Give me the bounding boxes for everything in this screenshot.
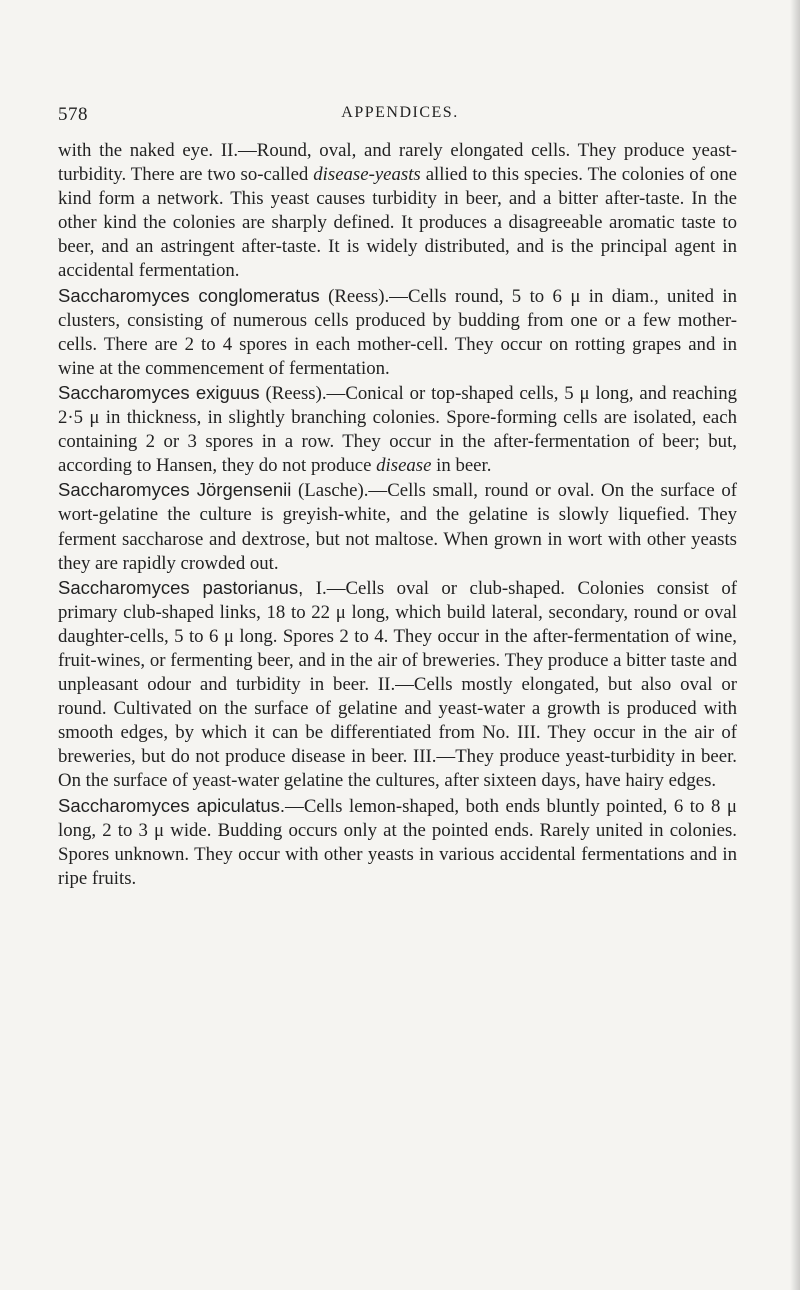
paragraph	[58, 794, 737, 891]
text-run: in beer.	[431, 455, 492, 477]
species-name: Saccharomyces pastorianus,	[58, 576, 304, 598]
italic-term: disease	[376, 455, 432, 477]
paragraph	[58, 576, 737, 794]
species-name: Saccharomyces apiculatus.	[58, 794, 286, 816]
running-head: APPENDICES.	[341, 104, 459, 121]
page-header	[58, 104, 742, 134]
text-run: allied to this species. The colonies of one kind form a network. This yeast causes turbidity in beer, and a bitter after-taste. In the other kind the colonies are sharply defined. It produces a disagreeable aromatic taste to beer, and an astringent after-taste. It is widely distributed, and is the principal agent in accidental fermentation.	[58, 164, 737, 282]
body-text	[58, 139, 737, 891]
species-name: Saccharomyces Jörgensenii	[58, 479, 292, 501]
paragraph	[58, 381, 737, 478]
text-run: with the naked eye. II.—Round, oval, and rarely elongated cells. They produce yeast-turbidity. There are two so-called	[58, 140, 737, 186]
text-run: I.—Cells oval or club-shaped. Colonies consist of primary club-shaped links, 18 to 22 μ long, which build lateral, secondary, round or oval daughter-cells, 5 to 6 μ long. Spores 2 to 4. They occur in the after-fermentation of wine, fruit-wines, or fermenting beer, and in the air of breweries. They produce a bitter taste and unpleasant odour and turbidity in beer. II.—Cells mostly elongated, but also oval or round. Cultivated on the surface of gelatine and yeast-water a growth is produced with smooth edges, by which it can be differentiated from No. III. They occur in the air of breweries, but do not produce disease in beer. III.—They produce yeast-turbidity in beer. On the surface of yeast-water gelatine the cultures, after sixteen days, have hairy edges.	[58, 577, 737, 792]
paragraph	[58, 284, 737, 381]
text-run: (Lasche).—Cells small, round or oval. On the surface of wort-gelatine the culture is greyish-white, and the gelatine is slowly liquefied. They ferment saccharose and dextrose, but not maltose. When grown in wort with other yeasts they are rapidly crowded out.	[58, 480, 737, 574]
text-run: (Reess).—Conical or top-shaped cells, 5 μ long, and reaching 2·5 μ in thickness, in slightly branching colonies. Spore-forming cells are isolated, each containing 2 or 3 spores in a row. They occur in the after-fermentation of beer; but, according to Hansen, they do not produce	[58, 382, 737, 477]
page-edge-shadow	[790, 0, 800, 1290]
page-number: 578	[58, 104, 88, 125]
italic-term: disease-yeasts	[313, 164, 421, 186]
paragraph	[58, 478, 737, 575]
species-name: Saccharomyces conglomeratus	[58, 284, 320, 306]
species-name: Saccharomyces exiguus	[58, 381, 260, 403]
paragraph	[58, 139, 737, 284]
text-run: (Reess).—Cells round, 5 to 6 μ in diam., united in clusters, consisting of numerous cells produced by budding from one or a few mother-cells. There are 2 to 4 spores in each mother-cell. They occur on rotting grapes and in wine at the commencement of fermentation.	[58, 285, 737, 379]
text-run: —Cells lemon-shaped, both ends bluntly pointed, 6 to 8 μ long, 2 to 3 μ wide. Budding occurs only at the pointed ends. Rarely united in colonies. Spores unknown. They occur with other yeasts in various accidental fermentations and in ripe fruits.	[58, 795, 737, 889]
